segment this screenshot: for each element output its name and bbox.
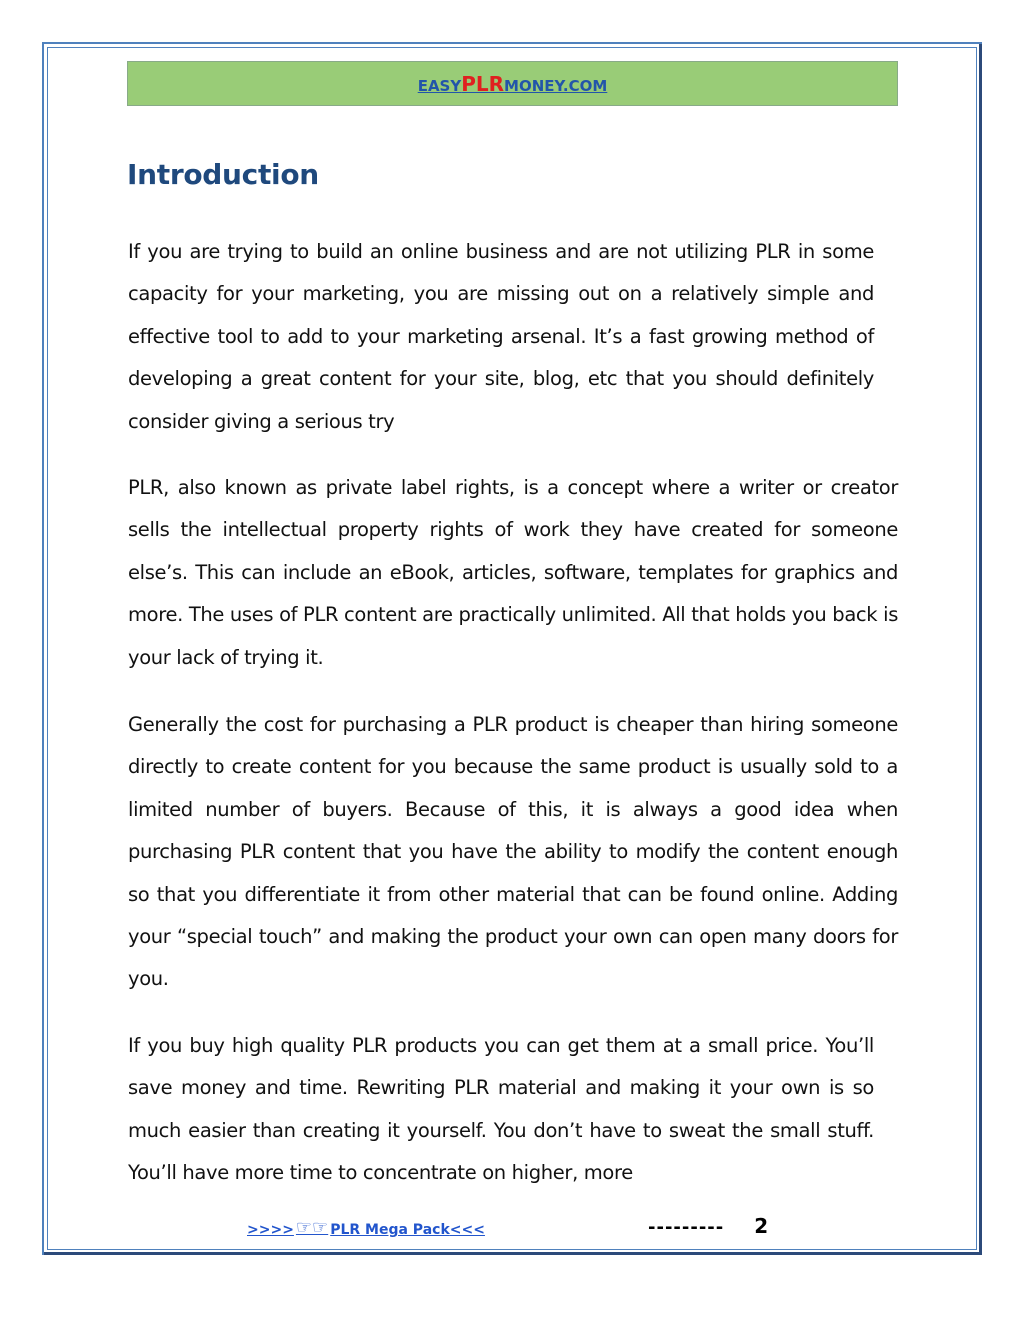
paragraph-1: If you are trying to build an online business and are not utilizing PLR in some capacity for your marketing, you are missing out on a relatively simple and effective tool to add to your marketing arsenal. It’s a fast growing method of developing a great content for your site, blog, etc that you should definitely consider giving a serious try: [128, 240, 874, 433]
plr-mega-pack-link[interactable]: [247, 1217, 642, 1238]
footer-arrows-left: >>>>: [247, 1222, 294, 1238]
header-banner: [127, 61, 898, 106]
page-number: 2: [754, 1214, 769, 1238]
paragraph-3: Generally the cost for purchasing a PLR product is cheaper than hiring someone directly to create content for you because the same product is usually sold to a limited number of buyers. Because of this, it is always a good idea when purchasing PLR content that you have the ability to modify the content enough so that you differentiate it from other material that can be found online. Adding your “special touch” and making the product your own can open many doors for you.: [128, 713, 898, 991]
page-border-shadow-right: [979, 44, 982, 1255]
site-link[interactable]: [418, 72, 608, 96]
site-mid: PLR: [461, 71, 505, 96]
site-prefix: EASY: [417, 76, 462, 95]
paragraph-4: If you buy high quality PLR products you can get them at a small price. You’ll save money and time. Rewriting PLR material and making it your own is so much easier than creating it yourself. You don’t have to sweat the small stuff. You’ll have more time to concentrate on higher, more: [128, 1034, 874, 1185]
footer-dashes: ---------: [648, 1217, 725, 1238]
page-footer: [247, 1208, 768, 1238]
site-suffix: MONEY.COM: [504, 76, 608, 95]
pointing-hand-icon: ☞☞: [295, 1217, 329, 1238]
footer-link-text: PLR Mega Pack: [330, 1222, 450, 1238]
page-border-shadow-bottom: [44, 1252, 982, 1255]
paragraph-2: PLR, also known as private label rights, is a concept where a writer or creator sells the intellectual property rights of work they have created for someone else’s. This can include an eBook, articles, software, templates for graphics and more. The uses of PLR content are practically unlimited. All that holds you back is your lack of trying it.: [128, 476, 898, 669]
footer-arrows-right: <<<: [449, 1222, 485, 1238]
page-title: Introduction: [127, 158, 319, 191]
